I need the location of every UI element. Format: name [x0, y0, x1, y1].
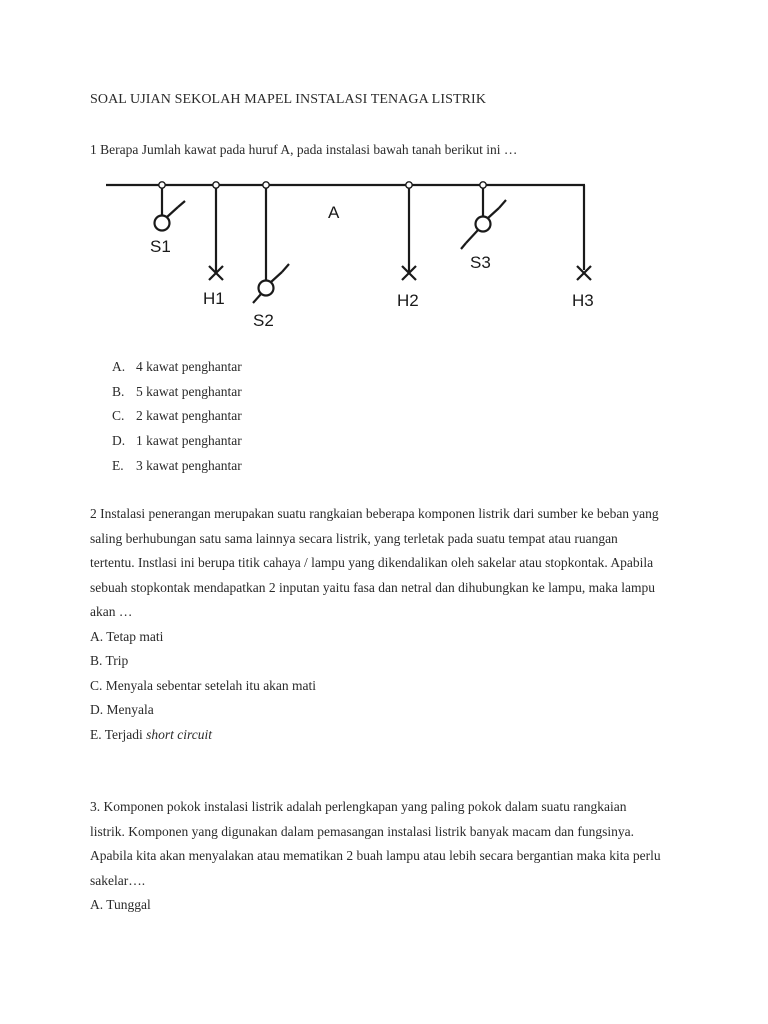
s1-switch-icon [155, 216, 170, 231]
option-letter: D. [112, 433, 126, 448]
option-text: 2 kawat penghantar [136, 408, 242, 423]
option-letter: C. [112, 408, 125, 423]
s2-switch-icon [259, 281, 274, 296]
label-h2: H2 [397, 291, 419, 310]
option-text: 1 kawat penghantar [136, 433, 242, 448]
q1-option [112, 408, 242, 424]
wiring-diagram [0, 0, 768, 340]
junction-dot [263, 182, 269, 188]
question-2 [90, 502, 659, 747]
question-2-line: tertentu. Instlasi ini berupa titik cahaya / lampu yang dikendalikan oleh sakelar atau stopkontak. Apabila [90, 555, 654, 570]
question-2-line: akan … [90, 604, 133, 619]
option-text: 3 kawat penghantar [136, 458, 242, 473]
page-title: SOAL UJIAN SEKOLAH MAPEL INSTALASI TENAGA LISTRIK [90, 92, 487, 107]
q2-option: B. Trip [90, 653, 129, 668]
question-1-text: 1 Berapa Jumlah kawat pada huruf A, pada instalasi bawah tanah berikut ini … [90, 142, 518, 157]
q3-option: A. Tunggal [90, 897, 151, 912]
label-s2: S2 [253, 311, 274, 330]
option-text: 4 kawat penghantar [136, 359, 242, 374]
option-letter: B. [112, 384, 125, 399]
junction-dot [159, 182, 165, 188]
junction-dot [406, 182, 412, 188]
option-letter: E. [112, 458, 124, 473]
q2-option: C. Menyala sebentar setelah itu akan mati [90, 677, 317, 693]
label-h1: H1 [203, 289, 225, 308]
junction-dot [213, 182, 219, 188]
q2-option: A. Tetap mati [90, 628, 164, 644]
junction-dot [480, 182, 486, 188]
question-3-line: listrik. Komponen yang digunakan dalam pemasangan instalasi listrik banyak macam dan fungsinya. [90, 823, 634, 839]
label-a: A [328, 203, 340, 222]
question-3-line: Apabila kita akan menyalakan atau mematikan 2 buah lampu atau lebih secara bergantian maka kita perlu [90, 848, 661, 863]
option-letter: A. [112, 359, 126, 374]
label-s1: S1 [150, 237, 171, 256]
option-text: 5 kawat penghantar [136, 384, 242, 399]
q2-option-e-prefix: E. Terjadi [90, 726, 147, 742]
question-2-line: 2 Instalasi penerangan merupakan suatu rangkaian beberapa komponen listrik dari sumber ke beban yang [90, 506, 659, 521]
question-3-line: 3. Komponen pokok instalasi listrik adalah perlengkapan yang paling pokok dalam suatu rangkaian [90, 799, 627, 814]
label-s3: S3 [470, 253, 491, 272]
q2-option-e-italic: short circuit [146, 726, 213, 742]
question-3-line: sakelar…. [90, 872, 146, 888]
q2-option-e [90, 723, 659, 748]
question-2-line: saling berhubungan satu sama lainnya secara listrik, yang terletak pada suatu tempat atau ruangan [90, 530, 618, 546]
question-2-line: sebuah stopkontak mendapatkan 2 inputan yaitu fasa dan netral dan dihubungkan ke lampu, maka lampu [90, 579, 655, 595]
q1-option [112, 458, 242, 474]
q2-option: D. Menyala [90, 702, 154, 717]
question-3 [90, 795, 661, 918]
q1-option [112, 384, 242, 400]
q1-option [112, 359, 242, 375]
s3-switch-icon [476, 217, 491, 232]
label-h3: H3 [572, 291, 594, 310]
q1-option [112, 433, 242, 449]
